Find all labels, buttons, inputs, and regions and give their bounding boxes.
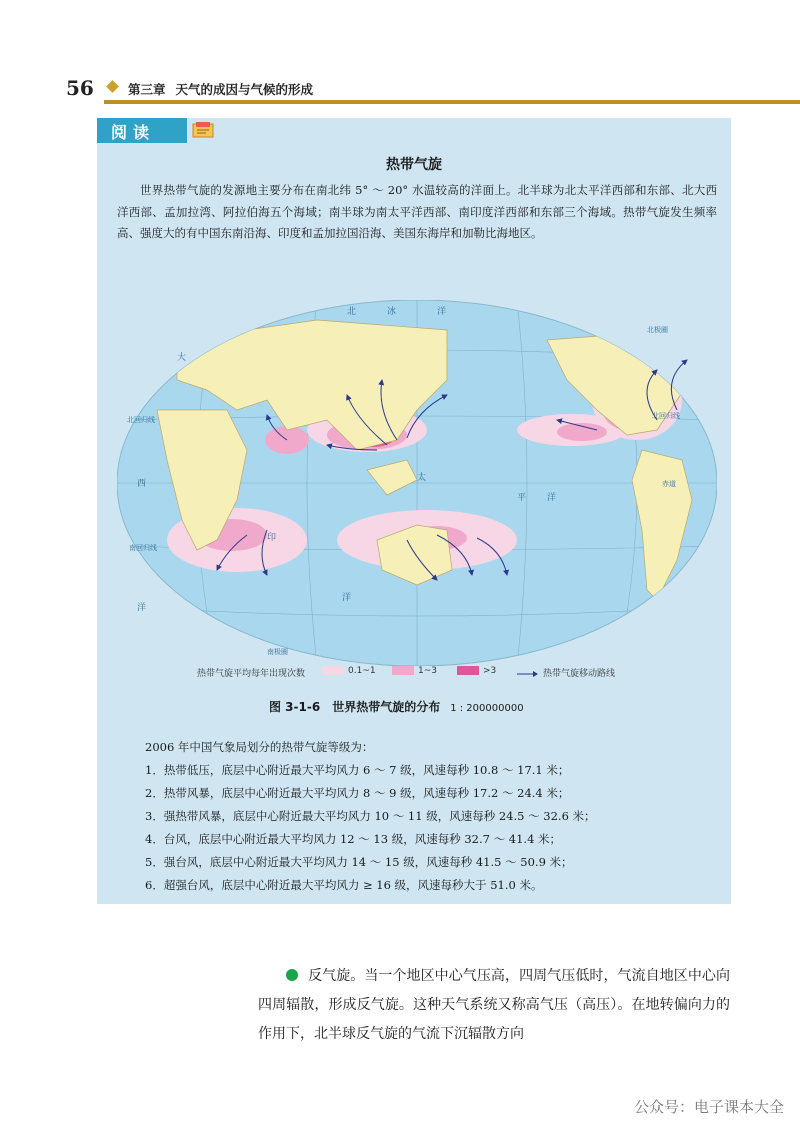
reading-tag-label: 阅读 [111,123,156,142]
body-paragraph [258,962,730,1049]
header-rule [104,100,800,104]
legend-high: >3 [457,666,496,676]
grades-title: 2006 年中国气象局划分的热带气旋等级为： [145,740,374,754]
cyclone-grades [145,736,715,897]
body-text: 反气旋。当一个地区中心气压高，四周气压低时，气流自地区中心向四周辐散，形成反气旋。这种天气系统又称高气压（高压）。在地转偏向力的作用下，北半球反气旋的气流下沉辐散方向 [258,968,730,1042]
figure-caption: 图 3-1-6 世界热带气旋的分布 1 : 200000000 [269,700,524,714]
reading-tag [97,118,187,143]
map-scale: 1 : 200000000 [450,703,524,714]
chapter-title: 天气的成因与气候的形成 [175,82,314,97]
box-title: 热带气旋 [386,157,442,173]
label-yang-2: 洋 [342,593,352,603]
label-arctic-2: 冰 [387,307,397,317]
label-yang-1: 洋 [137,603,147,613]
label-tropic-capricorn: 南回归线 [129,544,157,552]
reading-box [97,118,731,904]
label-tropic-cancer-west: 北回归线 [127,416,155,424]
page-number: 56 [66,76,94,100]
label-arctic-circle: 北极圈 [647,326,668,334]
route-arrow-icon [517,669,539,678]
grade-item: 6．超强台风，底层中心附近最大平均风力 ≥ 16 级，风速每秒大于 51.0 米。 [145,878,543,892]
diamond-icon [106,80,119,93]
book-icon [192,121,214,139]
map-legend [197,666,697,682]
legend-title: 热带气旋平均每年出现次数 [197,669,306,679]
label-tropic-cancer: 北回归线 [652,412,680,420]
grade-item: 2．热带风暴，底层中心附近最大平均风力 8 ～ 9 级，风速每秒 17.2 ～ 24.4 米； [145,786,570,800]
legend-route: 热带气旋移动路线 [517,666,615,679]
watermark: 公众号：电子课本大全 [633,1098,784,1116]
label-antarctic-circle: 南极圈 [267,648,288,656]
label-equator: 赤道 [662,480,676,488]
grade-item: 4．台风，底层中心附近最大平均风力 12 ～ 13 级，风速每秒 32.7 ～ 41.4 米； [145,832,562,846]
label-arctic-1: 北 [347,307,357,317]
legend-mid: 1~3 [392,666,437,676]
label-west: 西 [137,479,147,489]
label-da: 大 [177,353,187,363]
label-arctic-3: 洋 [437,307,447,317]
grade-item: 1．热带低压，底层中心附近最大平均风力 6 ～ 7 级，风速每秒 10.8 ～ 17.1 米； [145,763,570,777]
intro-paragraph: 世界热带气旋的发源地主要分布在南北纬 5° ～ 20° 水温较高的洋面上。北半球为北太平洋西部和东部、北大西洋西部、孟加拉湾、阿拉伯海五个海域；南半球为南太平洋西部、南印度洋西部和东部三个海域。热带气旋发生频率高、强度大的有中国东南沿海、印度和孟加拉国沿海、美国东海岸和加勒比海地区。 [117,183,717,240]
label-ping: 平 [517,493,527,503]
chapter-heading [128,80,313,98]
legend-low: 0.1~1 [322,666,376,676]
bullet-icon [286,969,298,981]
label-yang-3: 洋 [547,493,557,503]
label-tai: 太 [417,473,427,483]
grade-item: 5．强台风，底层中心附近最大平均风力 14 ～ 15 级，风速每秒 41.5 ～ 50.9 米； [145,855,573,869]
label-yin: 印 [267,533,277,543]
page-header [0,74,800,104]
grade-item: 3．强热带风暴，底层中心附近最大平均风力 10 ～ 11 级，风速每秒 24.5 ～ 32.6 米； [145,809,596,823]
chapter-number: 第三章 [128,82,166,97]
world-cyclone-map [117,300,717,666]
